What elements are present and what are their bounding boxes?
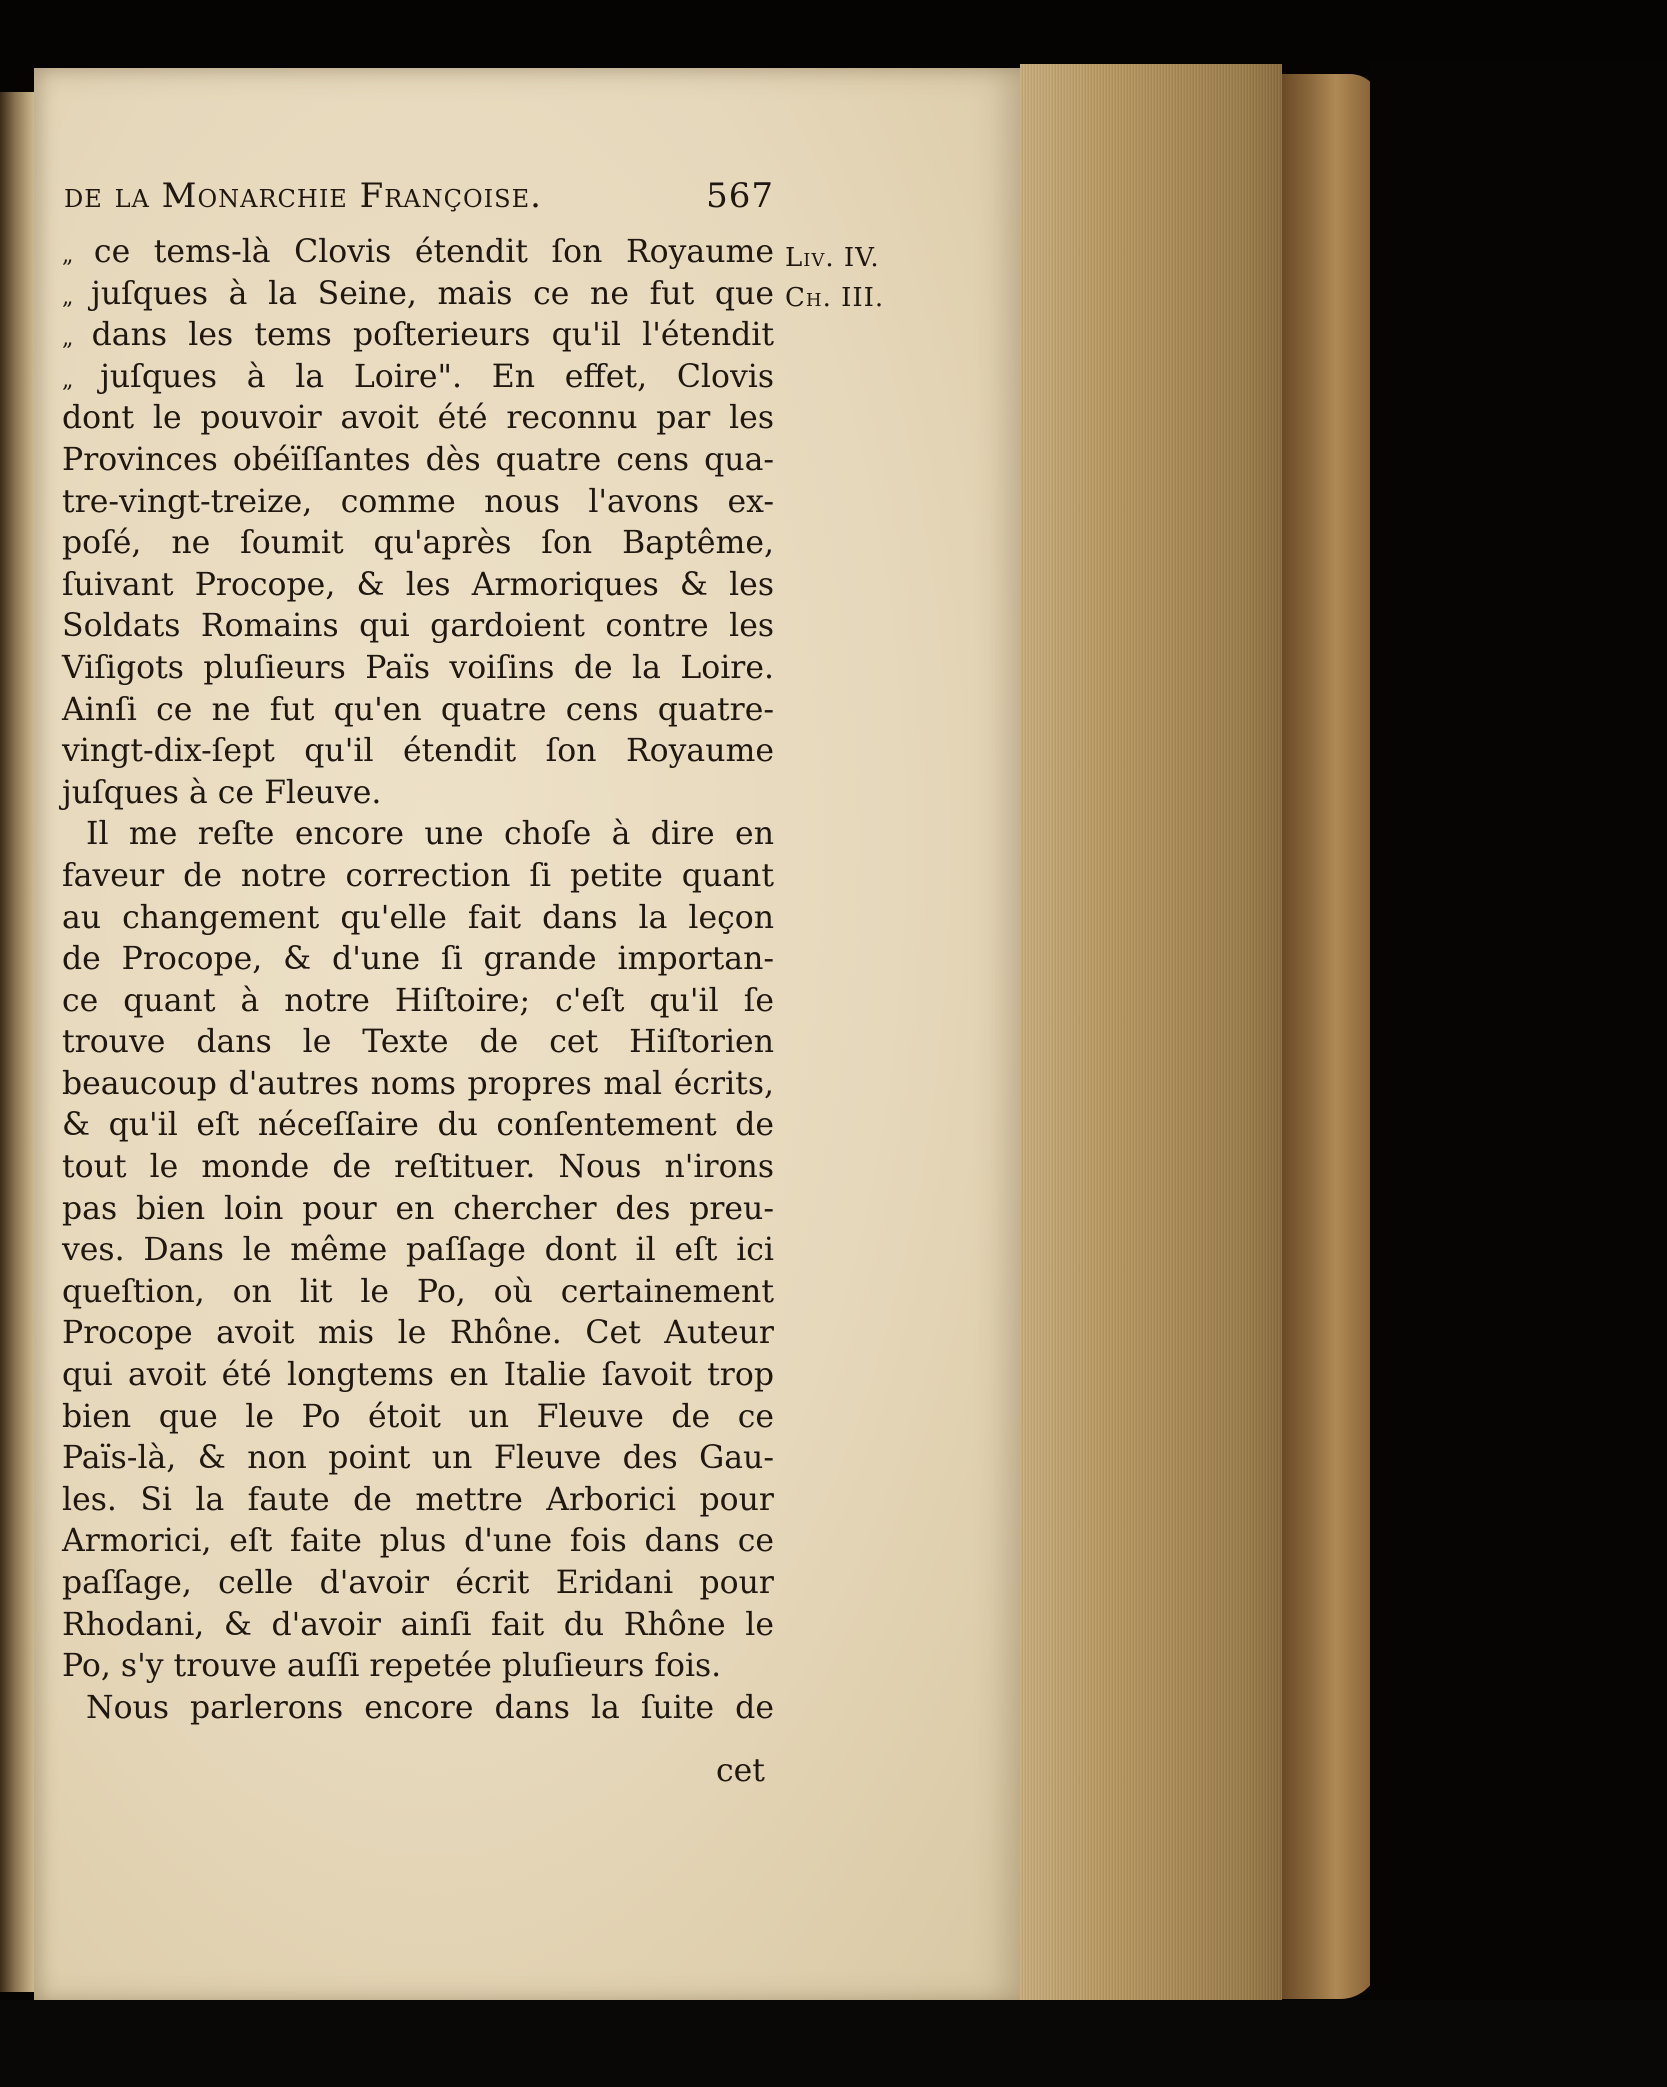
text-line: „ juſques à la Loire". En effet, Clovis: [62, 357, 774, 399]
text-line: tout le monde de reſtituer. Nous n'irons: [62, 1149, 774, 1186]
text-line: tre-vingt-treize, comme nous l'avons ex-: [62, 483, 774, 520]
marginal-note-book: Liv. IV.: [785, 243, 880, 273]
text-line: Nous parlerons encore dans la ſuite de: [86, 1689, 774, 1726]
running-title: de la Monarchie Françoise.: [64, 176, 542, 216]
text-line: les. Si la faute de mettre Arborici pour: [62, 1481, 774, 1518]
text-line: Armorici, eſt faite plus d'une fois dans ce: [62, 1523, 774, 1560]
text-line: Ainſi ce ne fut qu'en quatre cens quatre-: [62, 691, 774, 728]
text-line: Provinces obéïſſantes dès quatre cens qua-: [62, 441, 774, 478]
text-line: Il me reſte encore une choſe à dire en: [86, 816, 774, 853]
previous-page-edge: [0, 92, 34, 1992]
body-text: [62, 232, 774, 1729]
text-line: trouve dans le Texte de cet Hiſtorien: [62, 1024, 774, 1061]
text-line: Procope avoit mis le Rhône. Cet Auteur: [62, 1315, 774, 1352]
text-line: poſé, ne ſoumit qu'après ſon Baptême,: [62, 525, 774, 562]
marginal-note-chapter: Ch. III.: [785, 283, 885, 313]
text-line: pas bien loin pour en chercher des preu-: [62, 1190, 774, 1227]
text-line: juſques à ce Fleuve.: [62, 774, 382, 811]
catchword: cet: [716, 1753, 765, 1789]
text-line: ce quant à notre Hiſtoire; c'eſt qu'il ſe: [62, 982, 774, 1019]
text-line: faveur de notre correction ſi petite quant: [62, 857, 774, 894]
background-shadow: [1370, 60, 1667, 2020]
background-bottom: [0, 2000, 1667, 2087]
text-line: ſuivant Procope, & les Armoriques & les: [62, 566, 774, 603]
text-line: vingt-dix-ſept qu'il étendit ſon Royaume: [62, 733, 774, 770]
text-line: Rhodani, & d'avoir ainſi fait du Rhône le: [62, 1606, 774, 1643]
text-line: paſſage, celle d'avoir écrit Eridani pour: [62, 1565, 774, 1601]
running-header: [64, 176, 774, 226]
page-edges: [1020, 64, 1282, 2009]
text-line: queſtion, on lit le Po, où certainement: [62, 1273, 774, 1310]
text-line: de Procope, & d'une ſi grande importan-: [62, 941, 774, 978]
page-number: 567: [706, 176, 774, 216]
text-line: qui avoit été longtems en Italie ſavoit trop: [62, 1357, 774, 1394]
text-line: „ juſques à la Seine, mais ce ne fut que: [62, 274, 774, 316]
text-line: dont le pouvoir avoit été reconnu par les: [62, 400, 774, 437]
text-line: bien que le Po étoit un Fleuve de ce: [62, 1398, 774, 1435]
book-cover: [1282, 74, 1380, 1999]
text-line: „ ce tems-là Clovis étendit ſon Royaume: [62, 232, 774, 274]
text-line: Païs-là, & non point un Fleuve des Gau-: [62, 1440, 774, 1477]
text-line: ves. Dans le même paſſage dont il eſt ici: [62, 1232, 774, 1269]
text-line: Soldats Romains qui gardoient contre les: [62, 608, 774, 645]
text-line: & qu'il eſt néceſſaire du conſentement de: [62, 1107, 774, 1144]
text-line: Po, s'y trouve auſſi repetée pluſieurs fois.: [62, 1648, 722, 1685]
marginal-note: [785, 238, 884, 318]
text-line: au changement qu'elle fait dans la leçon: [62, 899, 774, 936]
text-line: Viſigots pluſieurs Païs voiſins de la Loire.: [62, 649, 774, 686]
text-line: beaucoup d'autres noms propres mal écrits,: [62, 1065, 774, 1102]
text-line: „ dans les tems poſterieurs qu'il l'étendit: [62, 315, 774, 357]
